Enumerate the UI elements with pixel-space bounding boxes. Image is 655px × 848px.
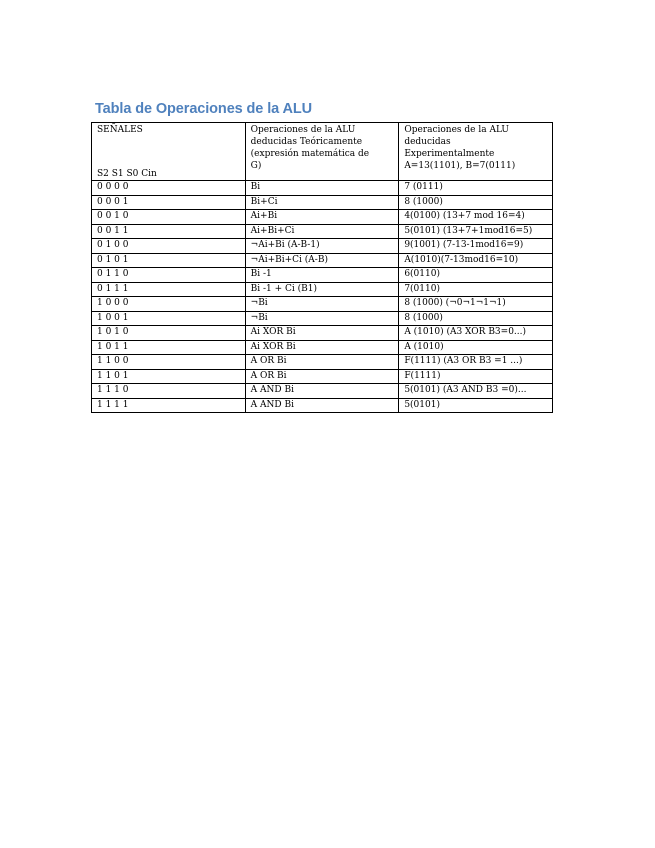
experimental-cell: 5(0101) (13+7+1mod16=5) (399, 224, 553, 239)
signals-cell: 1 0 0 0 (92, 297, 246, 312)
theoretical-cell: A AND Bi (245, 398, 399, 413)
experimental-cell: A (1010) (399, 340, 553, 355)
document-title: Tabla de Operaciones de la ALU (95, 101, 312, 117)
table-row (92, 340, 553, 355)
signals-cell: 1 0 1 1 (92, 340, 246, 355)
experimental-cell: 5(0101) (A3 AND B3 =0)... (399, 384, 553, 399)
experimental-cell: 6(0110) (399, 268, 553, 283)
header-theoretical-cell (245, 123, 399, 181)
header-experimental-cell (399, 123, 553, 181)
alu-operations-table (91, 122, 553, 413)
table-row (92, 311, 553, 326)
table-row (92, 355, 553, 370)
experimental-cell: A (1010) (A3 XOR B3=0...) (399, 326, 553, 341)
theoretical-cell: Ai XOR Bi (245, 326, 399, 341)
theoretical-cell: A OR Bi (245, 369, 399, 384)
signals-cell: 0 1 0 0 (92, 239, 246, 254)
theoretical-cell: ¬Bi (245, 297, 399, 312)
theoretical-cell: Ai XOR Bi (245, 340, 399, 355)
theoretical-cell: ¬Ai+Bi+Ci (A-B) (245, 253, 399, 268)
header-signals-bits: S2 S1 S0 Cin (97, 169, 157, 179)
header-experimental-line: deducidas (404, 137, 451, 147)
table-row (92, 195, 553, 210)
theoretical-cell: Ai+Bi+Ci (245, 224, 399, 239)
header-theoretical-line: deducidas Teóricamente (250, 137, 363, 147)
theoretical-cell: A AND Bi (245, 384, 399, 399)
header-theoretical-line: G) (250, 161, 262, 171)
theoretical-cell: Bi+Ci (245, 195, 399, 210)
theoretical-cell: Bi -1 (245, 268, 399, 283)
experimental-cell: 7 (0111) (399, 181, 553, 196)
header-signals-cell (92, 123, 246, 181)
table-row (92, 282, 553, 297)
experimental-cell: F(1111) (A3 OR B3 =1 ...) (399, 355, 553, 370)
theoretical-cell: ¬Bi (245, 311, 399, 326)
theoretical-cell: Bi -1 + Ci (B1) (245, 282, 399, 297)
signals-cell: 1 1 1 0 (92, 384, 246, 399)
experimental-cell: A(1010)(7-13mod16=10) (399, 253, 553, 268)
header-experimental-line: Operaciones de la ALU (404, 125, 510, 135)
table-row (92, 384, 553, 399)
signals-cell: 0 1 1 0 (92, 268, 246, 283)
header-experimental-line: Experimentalmente (404, 149, 495, 159)
signals-cell: 1 0 0 1 (92, 311, 246, 326)
table-row (92, 239, 553, 254)
experimental-cell: F(1111) (399, 369, 553, 384)
experimental-cell: 8 (1000) (¬0¬1¬1¬1) (399, 297, 553, 312)
theoretical-cell: Bi (245, 181, 399, 196)
table-row (92, 253, 553, 268)
table-row (92, 210, 553, 225)
experimental-cell: 4(0100) (13+7 mod 16=4) (399, 210, 553, 225)
signals-cell: 1 1 0 1 (92, 369, 246, 384)
signals-cell: 1 1 0 0 (92, 355, 246, 370)
signals-cell: 0 0 0 0 (92, 181, 246, 196)
experimental-cell: 8 (1000) (399, 195, 553, 210)
table-row (92, 181, 553, 196)
header-theoretical-line: (expresión matemática de (250, 149, 370, 159)
header-experimental-line: A=13(1101), B=7(0111) (404, 161, 516, 171)
signals-cell: 0 1 1 1 (92, 282, 246, 297)
table-row (92, 326, 553, 341)
experimental-cell: 9(1001) (7-13-1mod16=9) (399, 239, 553, 254)
signals-cell: 0 1 0 1 (92, 253, 246, 268)
theoretical-cell: Ai+Bi (245, 210, 399, 225)
signals-cell: 1 0 1 0 (92, 326, 246, 341)
table-header-row (92, 123, 553, 181)
table-row (92, 398, 553, 413)
table-row (92, 268, 553, 283)
table-row (92, 297, 553, 312)
theoretical-cell: ¬Ai+Bi (A-B-1) (245, 239, 399, 254)
signals-cell: 0 0 1 0 (92, 210, 246, 225)
experimental-cell: 5(0101) (399, 398, 553, 413)
header-signals-label: SEÑALES (97, 125, 143, 135)
signals-cell: 0 0 0 1 (92, 195, 246, 210)
table-row (92, 224, 553, 239)
signals-cell: 1 1 1 1 (92, 398, 246, 413)
theoretical-cell: A OR Bi (245, 355, 399, 370)
table-row (92, 369, 553, 384)
header-theoretical-line: Operaciones de la ALU (250, 125, 356, 135)
experimental-cell: 7(0110) (399, 282, 553, 297)
experimental-cell: 8 (1000) (399, 311, 553, 326)
signals-cell: 0 0 1 1 (92, 224, 246, 239)
